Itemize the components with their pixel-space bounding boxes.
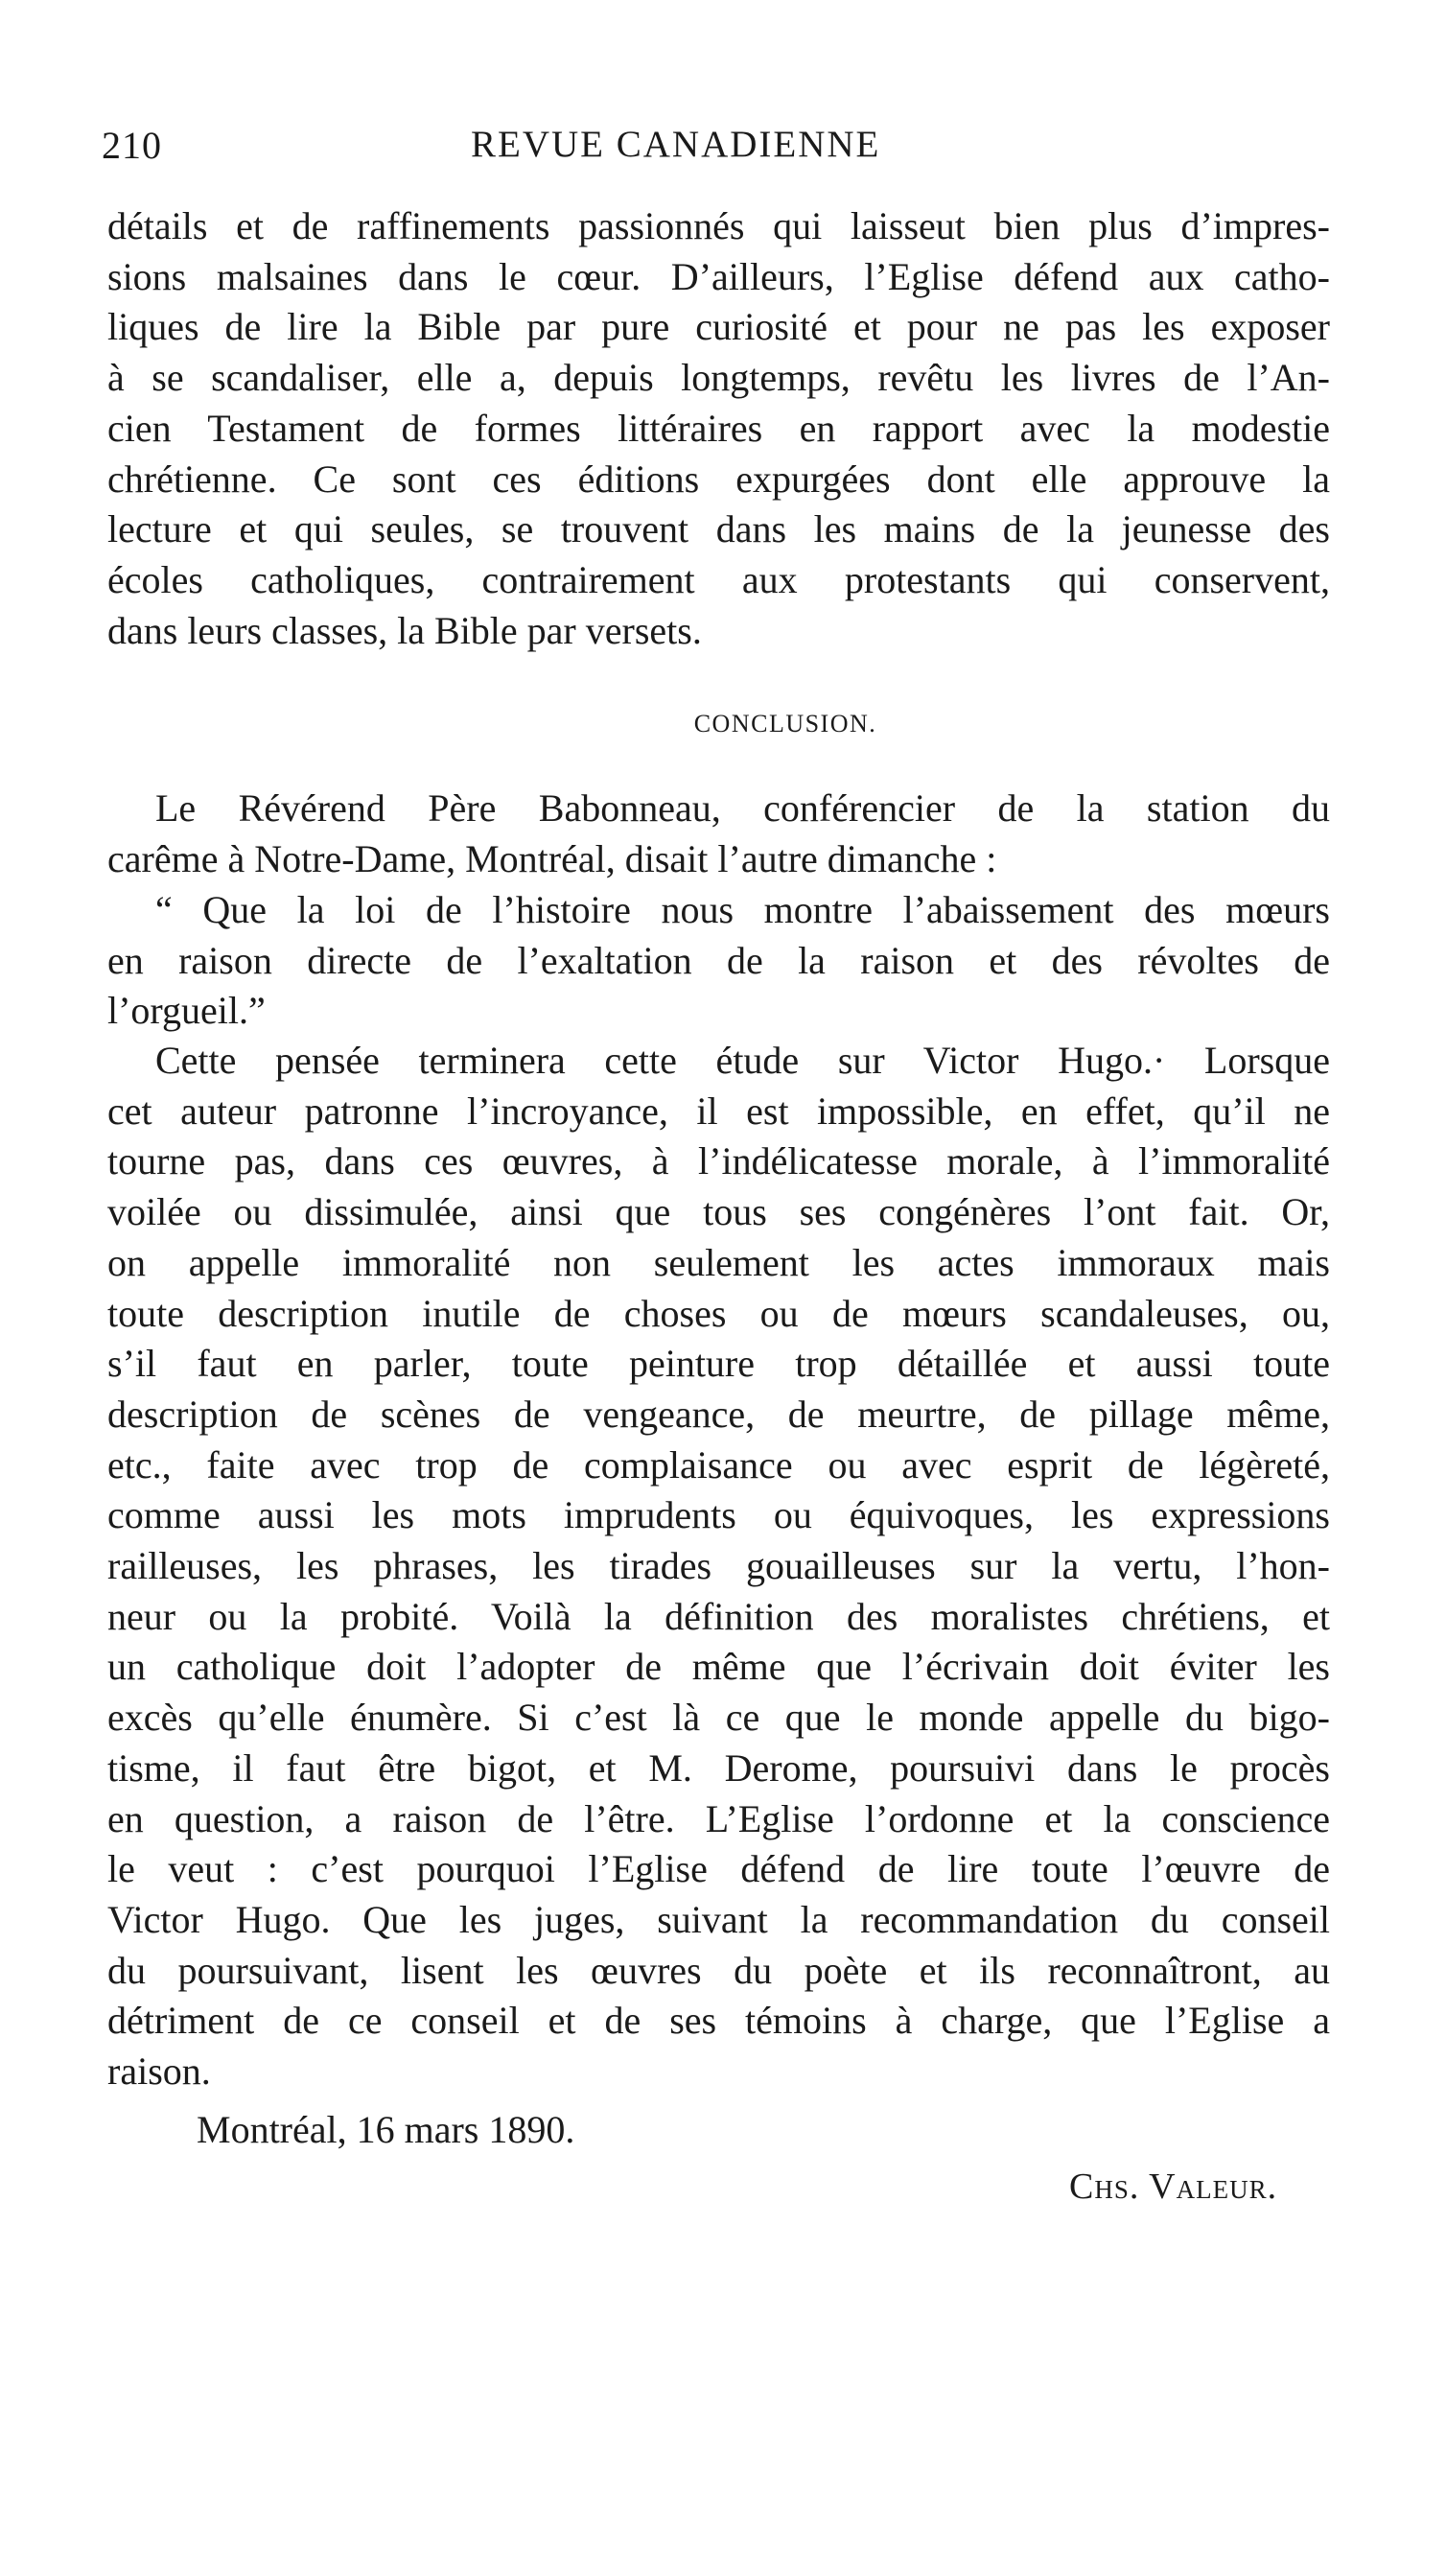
text-line: sions malsaines dans le cœur. D’ailleurs, l’Eglise défend aux catho- [107,254,1330,298]
text-line: détriment de ce conseil et de ses témoins à charge, que l’Eglise a [107,1999,1330,2043]
text-line: liques de lire la Bible par pure curiosité et pour ne pas les exposer [107,305,1330,349]
text-line: à se scandaliser, elle a, depuis longtemps, revêtu les livres de l’An- [107,356,1330,400]
dateline: Montréal, 16 mars 1890. [197,2108,575,2151]
text-line: Cette pensée terminera cette étude sur Victor Hugo.· Lorsque [155,1039,1330,1082]
text-line: cet auteur patronne l’incroyance, il est impossible, en effet, qu’il ne [107,1089,1330,1133]
text-line: du poursuivant, lisent les œuvres du poète et ils reconnaîtront, au [107,1948,1330,1992]
author-signature: Chs. Valeur. [1069,2166,1278,2207]
paragraph-babonneau [107,784,1330,884]
text-line: “ Que la loi de l’histoire nous montre l’abaissement des mœurs [155,888,1330,931]
text-line: en question, a raison de l’être. L’Eglise l’ordonne et la conscience [107,1796,1330,1840]
paragraph-conclusion [107,1036,1330,2097]
text-line: excès qu’elle énumère. Si c’est là ce que le monde appelle du bigo- [107,1696,1330,1740]
text-line: carême à Notre-Dame, Montréal, disait l’autre dimanche : [107,836,997,880]
section-heading-text: CONCLUSION. [693,710,877,738]
text-line: etc., faite avec trop de complaisance ou avec esprit de légèreté, [107,1442,1330,1487]
text-line: railleuses, les phrases, les tirades gouailleuses sur la vertu, l’hon- [107,1544,1330,1588]
text-line: chrétienne. Ce sont ces éditions expurgées dont elle approuve la [107,457,1330,501]
text-line: cien Testament de formes littéraires en rapport avec la modestie [107,406,1330,450]
continuation-paragraph [107,201,1330,656]
text-line: voilée ou dissimulée, ainsi que tous ses congénères l’ont fait. Or, [107,1190,1330,1234]
text-line: toute description inutile de choses ou de mœurs scandaleuses, ou, [107,1291,1330,1335]
section-heading [0,710,1446,738]
page-header [102,123,1329,180]
text-line: l’orgueil.” [107,989,266,1033]
running-title: REVUE CANADIENNE [471,124,881,165]
text-line: on appelle immoralité non seulement les actes immoraux mais [107,1240,1330,1284]
page-number: 210 [102,124,162,167]
text-line: un catholique doit l’adopter de même que l’écrivain doit éviter les [107,1645,1330,1689]
text-line: raison. [107,2049,211,2094]
text-line: dans leurs classes, la Bible par versets. [107,608,702,652]
text-line: le veut : c’est pourquoi l’Eglise défend de lire toute l’œuvre de [107,1847,1330,1891]
text-line: Le Révérend Père Babonneau, conférencier de la station du [155,786,1330,830]
quote-paragraph [107,885,1330,1037]
text-line: détails et de raffinements passionnés qui laisseut bien plus d’impres- [107,204,1330,247]
text-line: en raison directe de l’exaltation de la raison et des révoltes de [107,938,1330,982]
text-line: écoles catholiques, contrairement aux protestants qui conservent, [107,557,1330,601]
text-line: tisme, il faut être bigot, et M. Derome, poursuivi dans le procès [107,1745,1330,1790]
text-line: neur ou la probité. Voilà la définition des moralistes chrétiens, et [107,1594,1330,1638]
text-line: Victor Hugo. Que les juges, suivant la recommandation du conseil [107,1897,1330,1941]
text-line: tourne pas, dans ces œuvres, à l’indélicatesse morale, à l’immoralité [107,1139,1330,1183]
text-line: description de scènes de vengeance, de meurtre, de pillage même, [107,1392,1330,1436]
text-line: comme aussi les mots imprudents ou équivoques, les expressions [107,1493,1330,1537]
text-line: s’il faut en parler, toute peinture trop détaillée et aussi toute [107,1342,1330,1386]
text-line: lecture et qui seules, se trouvent dans les mains de la jeunesse des [107,507,1330,551]
